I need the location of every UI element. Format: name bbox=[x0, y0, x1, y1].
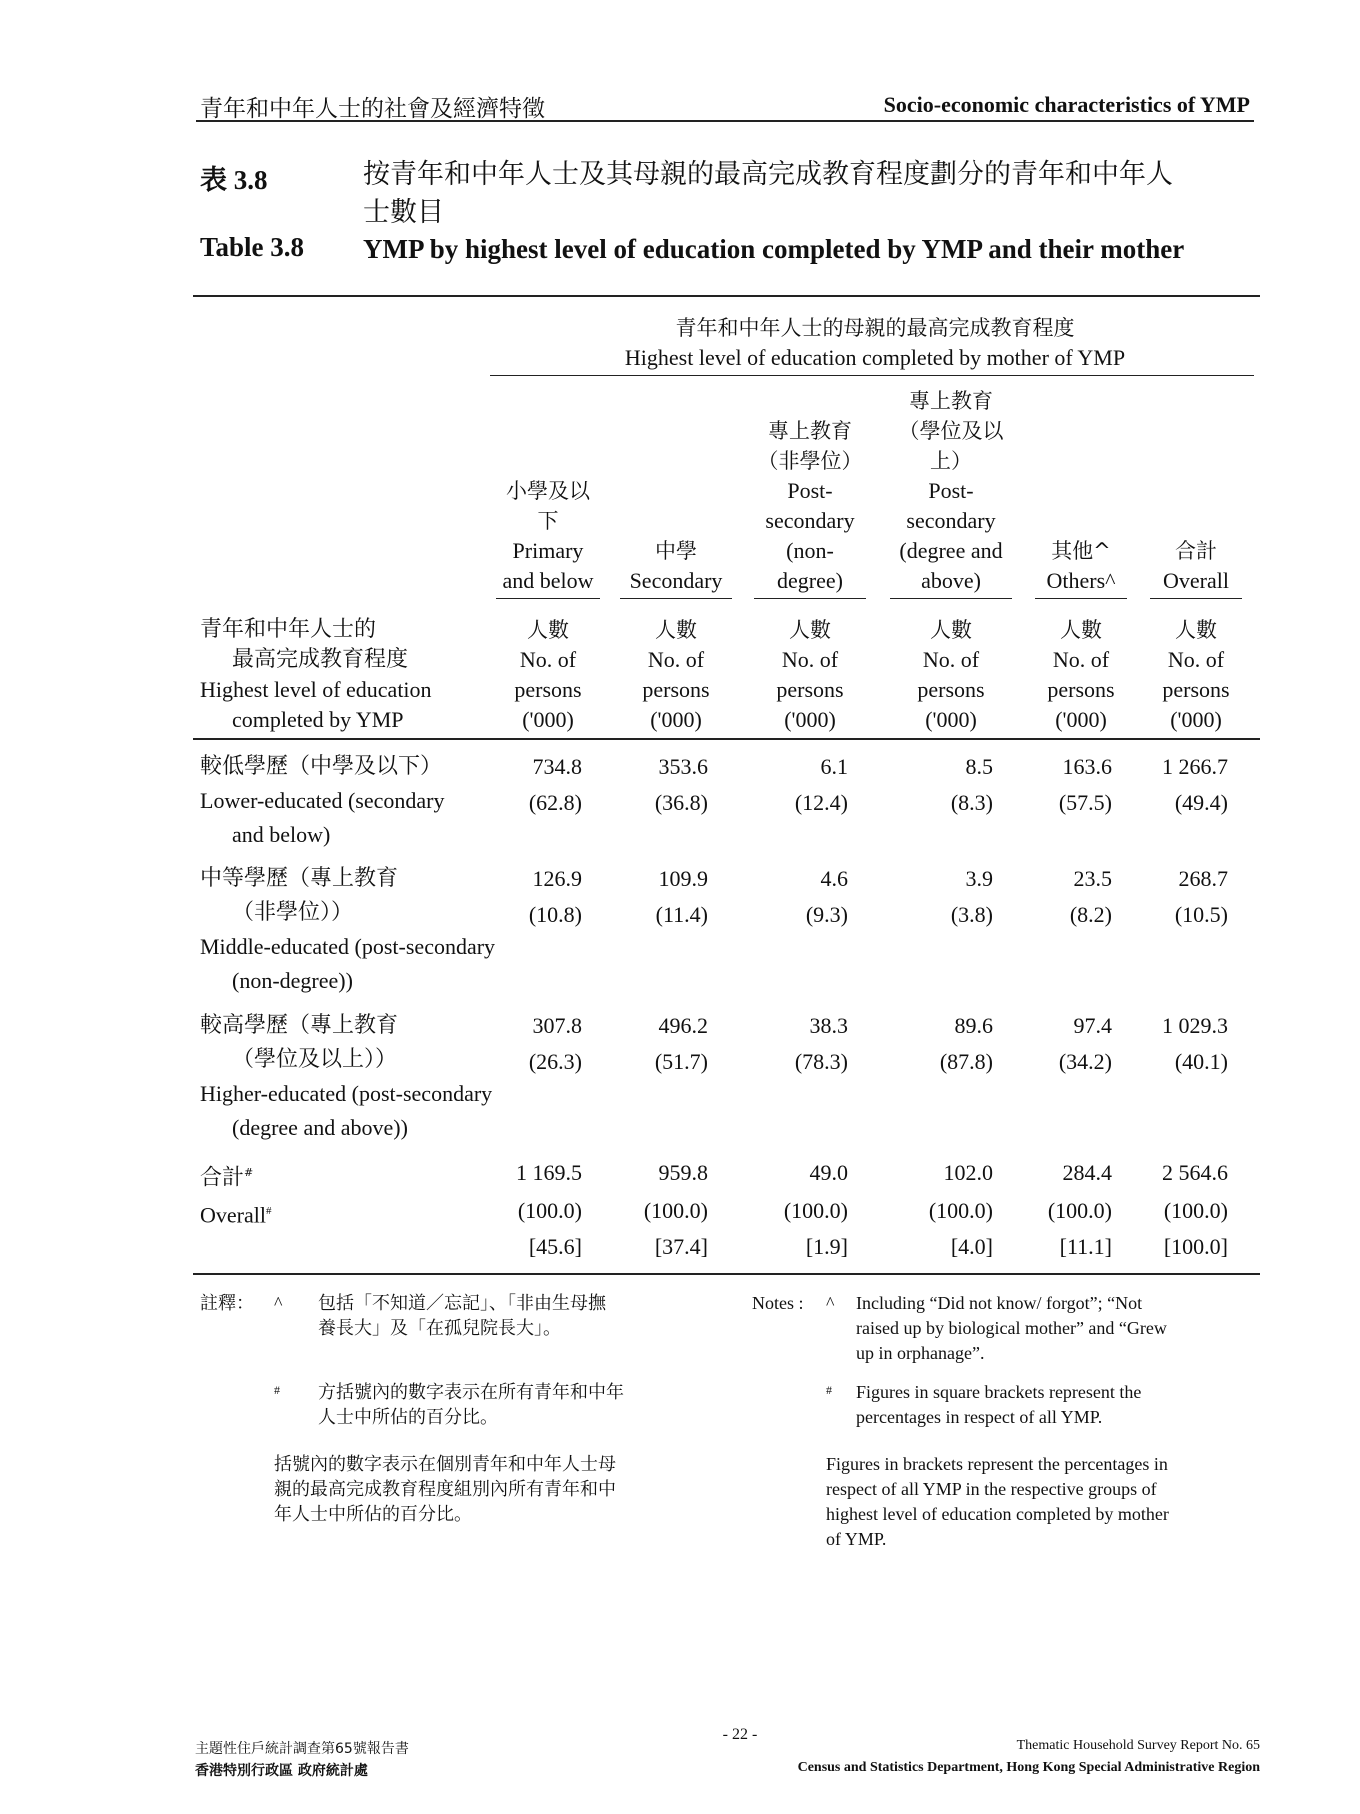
notes-caret-en: ^ bbox=[826, 1293, 835, 1313]
table-bottom-rule bbox=[193, 1273, 1260, 1275]
column-header-4-line-0: 其他^ bbox=[1051, 539, 1111, 563]
note-zh-1 bbox=[318, 1291, 606, 1341]
column-header-2-line-1: （非學位） bbox=[757, 449, 863, 473]
column-header-1-underline bbox=[620, 598, 732, 599]
row-3-values-cell-1: 959.8 bbox=[658, 1160, 708, 1185]
table-top-rule bbox=[193, 295, 1260, 297]
row-3-pcts-cell-2: (100.0) bbox=[783, 1198, 848, 1223]
row-2-pcts-cell-2: (78.3) bbox=[794, 1049, 848, 1074]
unit-header-5-line-1: No. of bbox=[1167, 647, 1225, 672]
notes-label-zh: 註釋： bbox=[200, 1293, 254, 1314]
row-3-shares-cell-1: [37.4] bbox=[654, 1234, 708, 1259]
row-2-pcts-cell-0: (26.3) bbox=[528, 1049, 582, 1074]
table-number-zh: 表 3.8 bbox=[200, 165, 268, 195]
note-zh-1-line1: 包括「不知道／忘記」、「非由生母撫 bbox=[318, 1293, 606, 1314]
row-3-pcts-cell-5: (100.0) bbox=[1163, 1198, 1228, 1223]
row-2-label-line-3: (degree and above)) bbox=[232, 1115, 408, 1140]
column-header-2-line-2: Post- bbox=[787, 478, 833, 503]
row-2-label-line-1: （學位及以上）） bbox=[232, 1047, 398, 1072]
column-header-3-line-3: Post- bbox=[928, 478, 974, 503]
notes-hash-en: # bbox=[826, 1383, 832, 1397]
spanner-rule bbox=[490, 375, 1254, 376]
row-1-values-cell-3: 3.9 bbox=[965, 866, 993, 891]
unit-header-5-line-3: ('000) bbox=[1170, 707, 1222, 732]
row-1-pcts-cell-1: (11.4) bbox=[655, 902, 708, 927]
row-0-pcts-cell-3: (8.3) bbox=[950, 790, 993, 815]
note-zh-2-line1: 方括號內的數字表示在所有青年和中年 bbox=[318, 1382, 624, 1403]
column-header-5-line-1: Overall bbox=[1163, 568, 1229, 593]
note-en-3-line1: Figures in brackets represent the percentages in bbox=[826, 1454, 1168, 1474]
note-en-1-line2: raised up by biological mother” and “Grew bbox=[856, 1318, 1167, 1338]
note-en-3-line2: respect of all YMP in the respective groups of bbox=[826, 1479, 1157, 1499]
note-en-3-line3: highest level of education completed by mother bbox=[826, 1504, 1169, 1524]
table-title-zh-line2: 士數目 bbox=[363, 197, 444, 228]
unit-header-5-line-0: 人數 bbox=[1175, 618, 1217, 642]
row-1-label-line-0: 中等學歷（專上教育 bbox=[200, 866, 399, 891]
unit-header-3-line-2: persons bbox=[917, 677, 985, 702]
stub-header-line2: 最高完成教育程度 bbox=[232, 647, 409, 672]
row-2-values-cell-1: 496.2 bbox=[658, 1013, 708, 1038]
note-zh-3 bbox=[274, 1452, 616, 1527]
row-0-values-cell-3: 8.5 bbox=[965, 754, 993, 779]
row-1-pcts-cell-0: (10.8) bbox=[528, 902, 582, 927]
footer-right-line1: Thematic Household Survey Report No. 65 bbox=[1016, 1738, 1260, 1753]
unit-header-3-line-1: No. of bbox=[922, 647, 980, 672]
row-0-values-cell-1: 353.6 bbox=[658, 754, 708, 779]
column-header-3-line-1: （學位及以 bbox=[898, 419, 1004, 443]
column-header-3-line-4: secondary bbox=[906, 508, 996, 533]
note-zh-2 bbox=[318, 1380, 624, 1430]
row-0-label-line-1: Lower-educated (secondary bbox=[200, 788, 445, 813]
table-title-zh bbox=[363, 156, 1263, 232]
column-header-3-line-5: (degree and bbox=[899, 538, 1003, 563]
column-header-3-line-2: 上） bbox=[930, 449, 972, 473]
note-zh-2-line2: 人士中所佔的百分比。 bbox=[318, 1407, 498, 1428]
row-3-shares-cell-4: [11.1] bbox=[1059, 1234, 1112, 1259]
column-header-1-line-1: Secondary bbox=[629, 568, 723, 593]
column-header-5-underline bbox=[1150, 598, 1242, 599]
unit-header-2-line-1: No. of bbox=[781, 647, 839, 672]
column-header-3-line-6: above) bbox=[921, 568, 981, 593]
row-0-values-cell-4: 163.6 bbox=[1062, 754, 1112, 779]
row-1-pcts-cell-4: (8.2) bbox=[1069, 902, 1112, 927]
column-header-3-underline bbox=[890, 598, 1012, 599]
row-2-values-cell-3: 89.6 bbox=[954, 1013, 993, 1038]
row-1-label-line-1: （非學位）） bbox=[232, 900, 354, 925]
unit-header-5-line-2: persons bbox=[1162, 677, 1230, 702]
spanner-en: Highest level of education completed by mother of YMP bbox=[624, 345, 1126, 370]
note-zh-1-line2: 養長大」及「在孤兒院長大」。 bbox=[318, 1318, 561, 1339]
stub-header-line3: Highest level of education bbox=[200, 677, 432, 702]
row-3-pcts-cell-0: (100.0) bbox=[517, 1198, 582, 1223]
note-zh-3-line2: 親的最高完成教育程度組別內所有青年和中 bbox=[274, 1479, 616, 1500]
row-3-shares-cell-3: [4.0] bbox=[950, 1234, 993, 1259]
note-zh-3-line1: 括號內的數字表示在個別青年和中年人士母 bbox=[274, 1454, 616, 1475]
row-3-shares-cell-0: [45.6] bbox=[528, 1234, 582, 1259]
row-2-pcts-cell-1: (51.7) bbox=[654, 1049, 708, 1074]
column-header-2-line-5: degree) bbox=[777, 568, 843, 593]
row-3-label-mark: # bbox=[244, 1166, 254, 1179]
note-en-1-line1: Including “Did not know/ forgot”; “Not bbox=[856, 1293, 1143, 1313]
table-number-en: Table 3.8 bbox=[200, 232, 305, 262]
unit-header-3-line-3: ('000) bbox=[925, 707, 977, 732]
unit-header-4-line-3: ('000) bbox=[1055, 707, 1107, 732]
unit-header-2-line-0: 人數 bbox=[789, 618, 831, 642]
note-en-1 bbox=[856, 1291, 1221, 1366]
unit-header-0-line-3: ('000) bbox=[522, 707, 574, 732]
row-2-values-cell-5: 1 029.3 bbox=[1162, 1013, 1228, 1038]
row-0-values-cell-5: 1 266.7 bbox=[1162, 754, 1228, 779]
row-3-shares-cell-2: [1.9] bbox=[805, 1234, 848, 1259]
row-1-pcts-cell-3: (3.8) bbox=[950, 902, 993, 927]
running-header-en: Socio-economic characteristics of YMP bbox=[883, 92, 1250, 117]
row-2-label-line-0: 較高學歷（專上教育 bbox=[200, 1013, 399, 1038]
footer-right-line2: Census and Statistics Department, Hong Kong Special Administrative Region bbox=[797, 1760, 1260, 1775]
note-en-3 bbox=[826, 1452, 1226, 1552]
header-rule bbox=[196, 120, 1254, 122]
row-1-values-cell-1: 109.9 bbox=[658, 866, 708, 891]
header-bottom-rule bbox=[193, 738, 1260, 740]
note-en-3-line4: of YMP. bbox=[826, 1529, 887, 1549]
row-1-values-cell-5: 268.7 bbox=[1178, 866, 1228, 891]
row-2-pcts-cell-5: (40.1) bbox=[1174, 1049, 1228, 1074]
column-header-4-line-1: Others^ bbox=[1046, 568, 1116, 593]
notes-label-en: Notes : bbox=[752, 1293, 804, 1313]
unit-header-0-line-0: 人數 bbox=[527, 618, 569, 642]
row-2-values-cell-2: 38.3 bbox=[809, 1013, 848, 1038]
table-title-zh-line1: 按青年和中年人士及其母親的最高完成教育程度劃分的青年和中年人 bbox=[363, 159, 1173, 190]
row-0-pcts-cell-1: (36.8) bbox=[654, 790, 708, 815]
unit-header-0-line-1: No. of bbox=[519, 647, 577, 672]
row-0-pcts-cell-0: (62.8) bbox=[528, 790, 582, 815]
stub-header-line1: 青年和中年人士的 bbox=[200, 617, 377, 642]
note-zh-3-line3: 年人士中所佔的百分比。 bbox=[274, 1504, 472, 1525]
unit-header-4-line-0: 人數 bbox=[1060, 618, 1102, 642]
row-2-values-cell-4: 97.4 bbox=[1073, 1013, 1112, 1038]
row-3-pcts-cell-3: (100.0) bbox=[928, 1198, 993, 1223]
unit-header-1-line-2: persons bbox=[642, 677, 710, 702]
footer-left-line2: 香港特別行政區 政府統計處 bbox=[195, 1763, 368, 1779]
column-header-2-line-0: 專上教育 bbox=[768, 419, 852, 443]
column-header-4-underline bbox=[1035, 598, 1127, 599]
column-header-1-line-0: 中學 bbox=[655, 539, 697, 563]
note-en-1-line3: up in orphanage”. bbox=[856, 1343, 985, 1363]
column-header-0-line-3: and below bbox=[502, 568, 594, 593]
unit-header-1-line-0: 人數 bbox=[655, 618, 697, 642]
row-0-pcts-cell-5: (49.4) bbox=[1174, 790, 1228, 815]
unit-header-1-line-1: No. of bbox=[647, 647, 705, 672]
column-header-2-line-3: secondary bbox=[765, 508, 855, 533]
row-2-values-cell-0: 307.8 bbox=[532, 1013, 582, 1038]
row-3-pcts-cell-4: (100.0) bbox=[1047, 1198, 1112, 1223]
unit-header-2-line-3: ('000) bbox=[784, 707, 836, 732]
unit-header-1-line-3: ('000) bbox=[650, 707, 702, 732]
row-3-values-cell-5: 2 564.6 bbox=[1162, 1160, 1228, 1185]
column-header-3-line-0: 專上教育 bbox=[909, 389, 993, 413]
unit-header-2-line-2: persons bbox=[776, 677, 844, 702]
notes-hash-zh: # bbox=[274, 1383, 280, 1397]
row-3-values-cell-2: 49.0 bbox=[809, 1160, 848, 1185]
notes-caret-zh: ^ bbox=[274, 1293, 283, 1313]
row-2-pcts-cell-4: (34.2) bbox=[1058, 1049, 1112, 1074]
row-0-pcts-cell-2: (12.4) bbox=[794, 790, 848, 815]
row-3-label-mark: # bbox=[265, 1205, 272, 1217]
column-header-0-line-0: 小學及以 bbox=[506, 479, 590, 503]
unit-header-0-line-2: persons bbox=[514, 677, 582, 702]
row-1-values-cell-2: 4.6 bbox=[820, 866, 848, 891]
row-2-label-line-2: Higher-educated (post-secondary bbox=[200, 1081, 493, 1106]
row-0-label-line-2: and below) bbox=[232, 822, 331, 847]
column-header-2-underline bbox=[754, 598, 866, 599]
column-header-2-line-4: (non- bbox=[786, 538, 834, 563]
note-en-2-line1: Figures in square brackets represent the bbox=[856, 1382, 1142, 1402]
unit-header-4-line-1: No. of bbox=[1052, 647, 1110, 672]
row-3-label-line-1: Overall# bbox=[200, 1202, 272, 1228]
row-0-values-cell-0: 734.8 bbox=[532, 754, 582, 779]
column-header-0-underline bbox=[496, 598, 600, 599]
column-header-0-line-2: Primary bbox=[512, 538, 584, 563]
column-header-0-line-1: 下 bbox=[537, 509, 559, 533]
row-3-values-cell-3: 102.0 bbox=[943, 1160, 993, 1185]
note-en-2 bbox=[856, 1380, 1221, 1430]
row-1-values-cell-4: 23.5 bbox=[1073, 866, 1112, 891]
page-number: - 22 - bbox=[722, 1726, 758, 1743]
stub-header-line4: completed by YMP bbox=[232, 707, 404, 732]
column-header-5-line-0: 合計 bbox=[1175, 539, 1217, 563]
note-en-2-line2: percentages in respect of all YMP. bbox=[856, 1407, 1103, 1427]
row-1-pcts-cell-2: (9.3) bbox=[805, 902, 848, 927]
row-3-values-cell-4: 284.4 bbox=[1062, 1160, 1112, 1185]
row-3-label-line-0: 合計# bbox=[200, 1165, 254, 1191]
row-1-values-cell-0: 126.9 bbox=[532, 866, 582, 891]
row-1-label-line-2: Middle-educated (post-secondary bbox=[200, 934, 496, 959]
row-1-pcts-cell-5: (10.5) bbox=[1174, 902, 1228, 927]
footer-left-line1: 主題性住戶統計調查第65號報告書 bbox=[195, 1741, 409, 1757]
row-2-pcts-cell-3: (87.8) bbox=[939, 1049, 993, 1074]
row-0-pcts-cell-4: (57.5) bbox=[1058, 790, 1112, 815]
row-1-label-line-3: (non-degree)) bbox=[232, 968, 353, 993]
row-3-values-cell-0: 1 169.5 bbox=[516, 1160, 582, 1185]
row-0-values-cell-2: 6.1 bbox=[820, 754, 848, 779]
row-3-pcts-cell-1: (100.0) bbox=[643, 1198, 708, 1223]
row-0-label-line-0: 較低學歷（中學及以下） bbox=[200, 754, 443, 779]
spanner-zh: 青年和中年人士的母親的最高完成教育程度 bbox=[675, 316, 1075, 340]
row-3-shares-cell-5: [100.0] bbox=[1163, 1234, 1228, 1259]
unit-header-4-line-2: persons bbox=[1047, 677, 1115, 702]
table-title-en: YMP by highest level of education completed by YMP and their mother bbox=[363, 234, 1185, 264]
running-header-zh: 青年和中年人士的社會及經濟特徵 bbox=[200, 96, 545, 122]
unit-header-3-line-0: 人數 bbox=[930, 618, 972, 642]
